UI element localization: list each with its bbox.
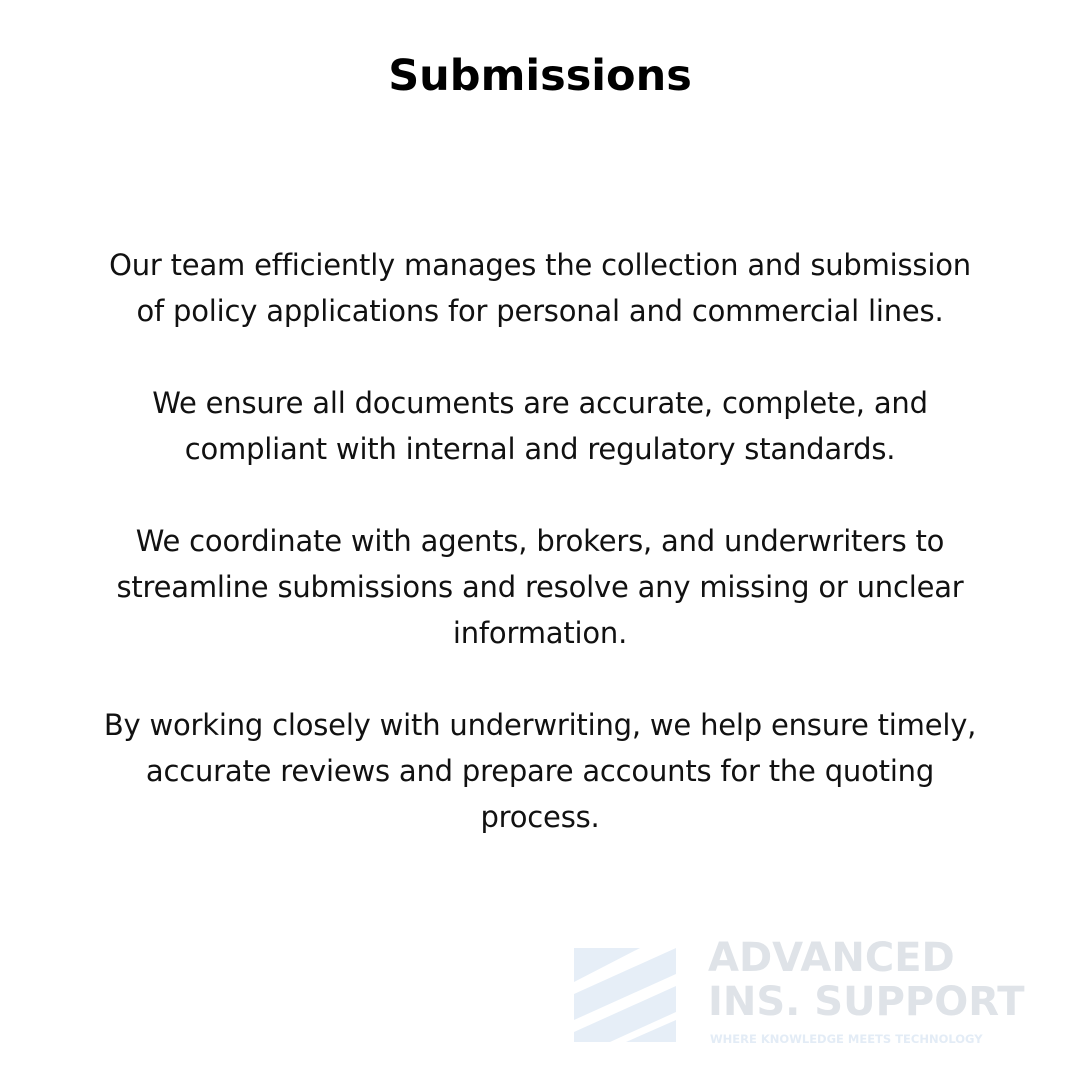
paragraph-3: [20, 518, 1060, 656]
paragraph-line: By working closely with underwriting, we help ensure timely,: [103, 708, 977, 742]
page-title: Submissions: [388, 51, 692, 101]
paragraph-line: streamline submissions and resolve any missing or unclear: [116, 570, 964, 604]
paragraph-line: process.: [480, 800, 600, 834]
paragraph-line: information.: [452, 616, 628, 650]
stripes-shield-icon: [570, 938, 680, 1048]
watermark-line-2: INS. SUPPORT: [708, 979, 1025, 1025]
paragraph-1: [20, 242, 1060, 334]
paragraph-line: Our team efficiently manages the collection and submission: [109, 248, 971, 282]
paragraph-4: [20, 702, 1060, 840]
watermark-tagline: WHERE KNOWLEDGE MEETS TECHNOLOGY: [710, 1032, 983, 1046]
watermark-logo: [570, 932, 1050, 1052]
content-body: [20, 242, 1060, 886]
paragraph-line: accurate reviews and prepare accounts for the quoting: [145, 754, 935, 788]
watermark-line-1: ADVANCED: [708, 935, 955, 981]
paragraph-line: of policy applications for personal and commercial lines.: [136, 294, 944, 328]
paragraph-line: We coordinate with agents, brokers, and underwriters to: [135, 524, 945, 558]
paragraph-line: We ensure all documents are accurate, complete, and: [152, 386, 928, 420]
paragraph-2: [20, 380, 1060, 472]
paragraph-line: compliant with internal and regulatory standards.: [184, 432, 896, 466]
